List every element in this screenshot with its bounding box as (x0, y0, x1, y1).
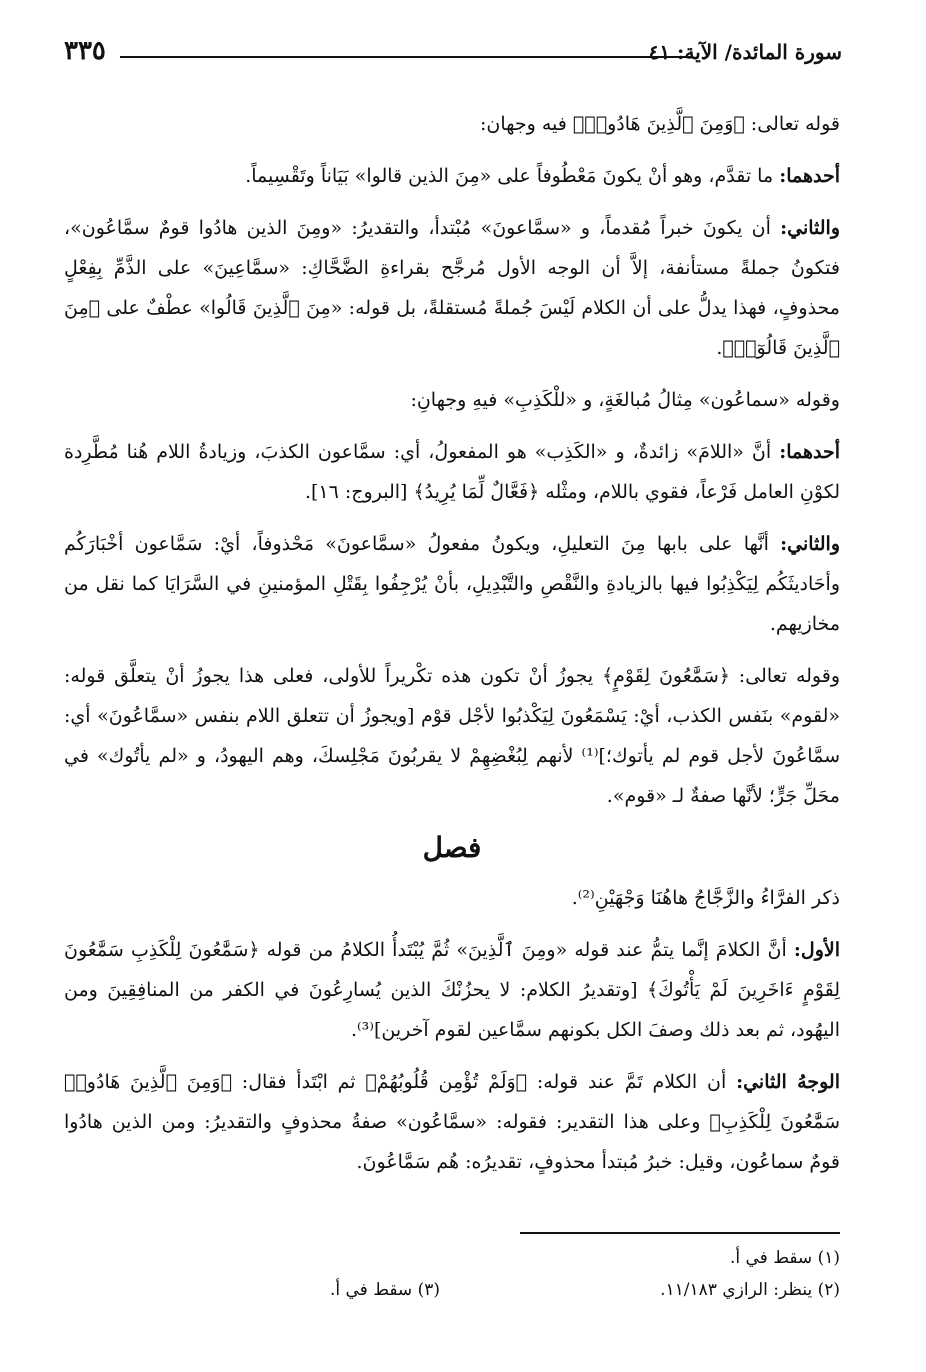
paragraph: والثاني: أنَّها على بابها مِنَ التعليلِ، ويكونُ مفعولُ «سمَّاعونَ» مَحْذوفاً، أيْ: سَمَّاعون أخْبَارَكُم وأحَاديثَكُم لِيَكْذِبُوا فيها بالزيادةِ والنَّقْصِ والتَّبْدِيلِ، بأنْ يُرْجِفُوا بِقَتْلِ المؤمنينِ في السَّرَايَا كما نقل من مخازيهم. (64, 533, 840, 635)
paragraph: والثاني: أن يكونَ خبراً مُقدماً، و «سمَّاعونَ» مُبْتدأ، والتقديرُ: «ومِنَ الذين هادُوا قومٌ سمَّاعُون»، فتكونُ جملةً مستأنفة، إلاَّ أن الوجه الأول مُرجَّح بقراءةِ الضَّحَّاكِ: «سمَّاعِينَ» على الذَّمِّ بِفِعْلٍ محذوفٍ، فهذا يدلُّ على أن الكلام لَيْسَ جُملةً مُستقلةً، بل قوله: «مِنَ ٱلَّذِينَ قَالُوا» عطْفٌ على ﴿مِنَ ٱلَّذِينَ قَالُوٓا۟﴾. (64, 217, 840, 359)
surah-verse-label: سورة المائدة/ الآية: ٤١ (648, 40, 842, 64)
paragraph: الوجهُ الثاني: أن الكلام تَمَّ عند قوله: ﴿وَلَمْ تُؤْمِن قُلُوبُهُمْ﴾ ثم ابْتَدأ فقال: ﴿وَمِنَ ٱلَّذِينَ هَادُوا۟ سَمَّٰعُونَ لِلْكَذِبِ﴾ وعلى هذا التقدير: فقوله: «سمَّاعُون» صفةُ محذوفٍ والتقديرُ: ومن الذين هادُوا قومٌ سماعُون، وقيل: خبرُ مُبتدأ محذوفٍ، تقديرُه: هُم سَمَّاعُونَ. (64, 1071, 840, 1173)
main-text (64, 104, 840, 1194)
page-header (64, 36, 842, 70)
paragraph: وقوله تعالى: ﴿سَمَّٰعُونَ لِقَوْمٍ﴾ يجوزُ أنْ تكون هذه تكْريراً للأولى، فعلى هذا يجوزُ أنْ يتعلَّق قوله: «لقوم» بنَفس الكذب، أيْ: يَسْمَعُونَ لِيَكْذبُوا لأجْل قوْم [ويجوزُ أن تتعلق اللام بنفس «سمَّاعُونَ» أي: سمَّاعُونَ لأجل قوم لم يأتوك؛]⁽¹⁾ لأنهم لِبُغْضِهِمْ لا يقربُونَ مَجْلِسكَ، وهم اليهودُ، و «لم يأتُوك» في محَلِّ جَرٍّ؛ لأنَّها صفةٌ لـ «قوم». (64, 665, 841, 807)
footnote-1: (١) سقط في أ. (729, 1248, 840, 1268)
page-number: ٣٣٥ (64, 36, 106, 66)
footnote-rule (520, 1232, 840, 1234)
footnotes (64, 1242, 840, 1306)
paragraph: قوله تعالى: ﴿وَمِنَ ٱلَّذِينَ هَادُوا۟﴾ فيه وجهان: (480, 113, 840, 135)
section-heading: فصل (422, 831, 482, 864)
paragraph: وقوله «سماعُون» مِثالُ مُبالغَةٍ، و «للْكَذِبِ» فيهِ وجهانِ: (410, 389, 840, 411)
paragraph: ذكر الفرَّاءُ والزَّجَّاجُ هاهُنَا وَجْهَيْنِ⁽²⁾. (571, 887, 840, 909)
header-rule (120, 56, 692, 58)
paragraph: الأول: أنَّ الكلامَ إنَّما يتمُّ عند قوله «ومِنَ ٱلَّذِينَ» ثُمَّ يُبْتَدأُ الكلامُ من قوله ﴿سَمَّٰعُونَ لِلْكَذِبِ سَمَّٰعُونَ لِقَوْمٍ ءَاخَرِينَ لَمْ يَأْتُوكَ﴾ [وتقديرُ الكلام: لا يحزُنْكَ الذين يُسارِعُونَ في الكفر من المنافِقِينَ ومن اليهُود، ثم بعد ذلك وصفَ الكل بكونهم سمَّاعين لقوم آخرين]⁽³⁾. (64, 939, 840, 1041)
paragraph: أحدهما: أنَّ «اللامَ» زائدةٌ، و «الكَذِب» هو المفعولُ، أي: سمَّاعون الكذبَ، وزيادةُ اللام هُنا مُطَّرِدة لكوْنِ العامل فَرْعاً، فقوي باللام، ومثْله ﴿فَعَّالٌ لِّمَا يُرِيدُ﴾ [البروج: ١٦]. (64, 441, 840, 503)
paragraph: أحدهما: ما تقدَّم، وهو أنْ يكونَ مَعْطُوفاً على «مِنَ الذين قالوا» بَيَاناً وتَقْسِيماً. (245, 165, 840, 187)
footnote-2: (٢) ينظر: الرازي ١١/١٨٣. (660, 1280, 840, 1300)
footnote-3: (٣) سقط في أ. (329, 1280, 440, 1300)
footnote-row (64, 1242, 840, 1274)
footnote-row (64, 1274, 840, 1306)
